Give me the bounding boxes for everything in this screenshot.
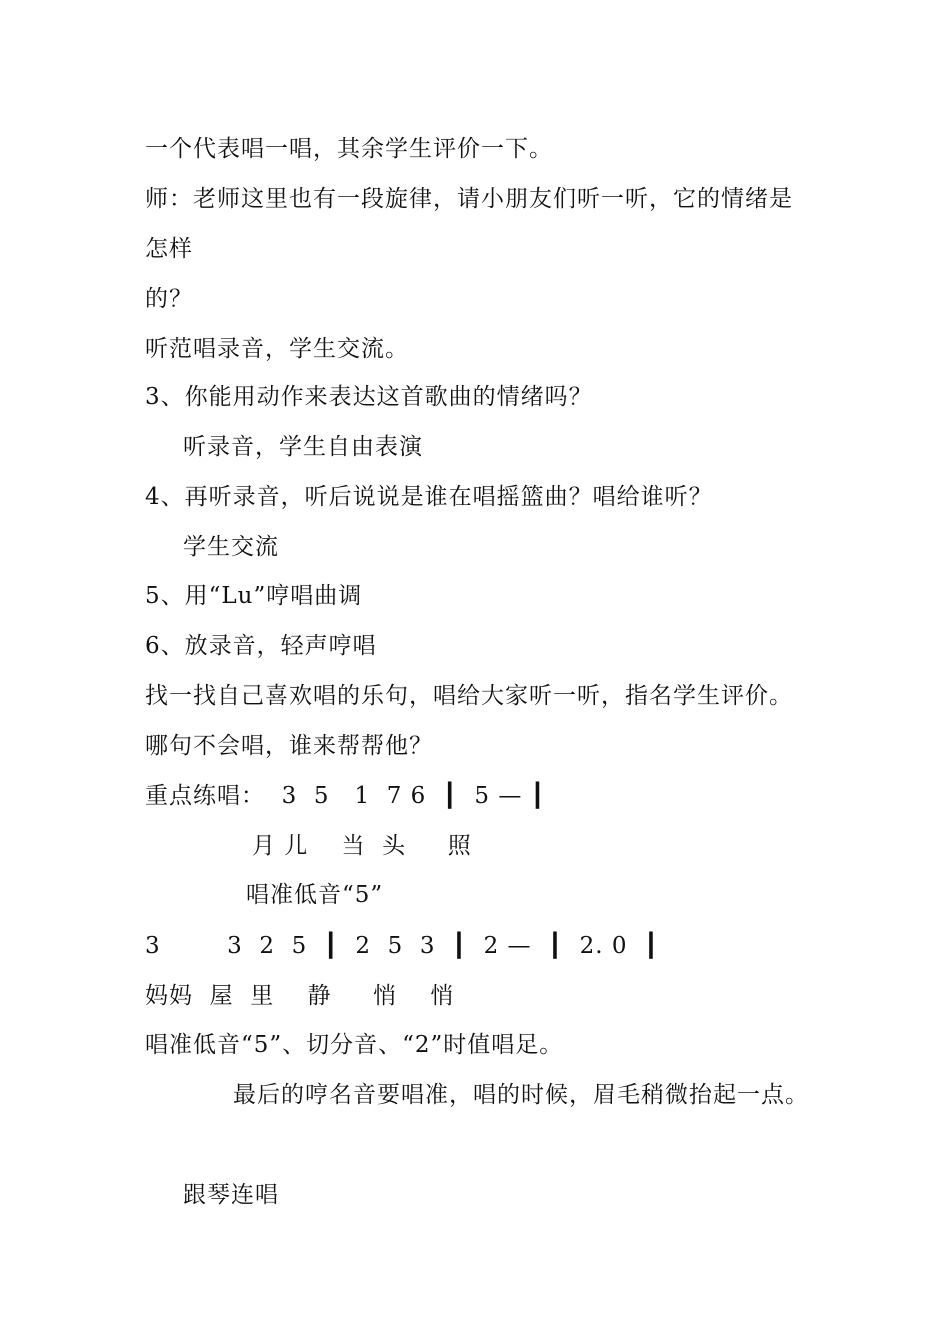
step-4-line: 4、再听录音，听后说说是谁在唱摇篮曲？唱给谁听？ (145, 484, 713, 510)
notation-line-1: 重点练唱： 3 5 1 7 6 ┃ 5 — ┃ (145, 783, 546, 809)
step-3-line: 3、你能用动作来表达这首歌曲的情绪吗？ (145, 384, 593, 410)
step-3-note: 听录音，学生自由表演 (183, 434, 423, 460)
text-line-4: 的？ (145, 286, 193, 312)
text-line-13: 哪句不会唱，谁来帮帮他？ (145, 733, 433, 759)
step-5-line: 5、用“Lu”哼唱曲调 (145, 583, 363, 609)
step-6-line: 6、放录音，轻声哼唱 (145, 633, 377, 659)
practice-note-2: 唱准低音“5”、切分音、“2”时值唱足。 (145, 1032, 564, 1058)
text-line-12: 找一找自己喜欢唱的乐句，唱给大家听一听，指名学生评价。 (145, 683, 793, 709)
lyrics-line-2: 妈妈 屋 里 静 悄 悄 (145, 983, 455, 1009)
notation-line-2: 3 3 2 5 ┃ 2 5 3 ┃ 2 — ┃ 2. 0 ┃ (145, 933, 659, 959)
practice-note-3: 最后的哼名音要唱准，唱的时候，眉毛稍微抬起一点。 (233, 1082, 809, 1108)
practice-note-1: 唱准低音“5” (246, 882, 384, 908)
lyrics-line-1: 月 儿 当 头 照 (252, 833, 472, 859)
text-line-5: 听范唱录音，学生交流。 (145, 336, 409, 362)
text-line-21: 跟琴连唱 (183, 1182, 279, 1208)
text-line-1: 一个代表唱一唱，其余学生评价一下。 (145, 136, 553, 162)
text-line-2: 师：老师这里也有一段旋律，请小朋友们听一听，它的情绪是 (145, 186, 793, 212)
text-line-3: 怎样 (145, 236, 193, 262)
step-4-note: 学生交流 (183, 534, 279, 560)
